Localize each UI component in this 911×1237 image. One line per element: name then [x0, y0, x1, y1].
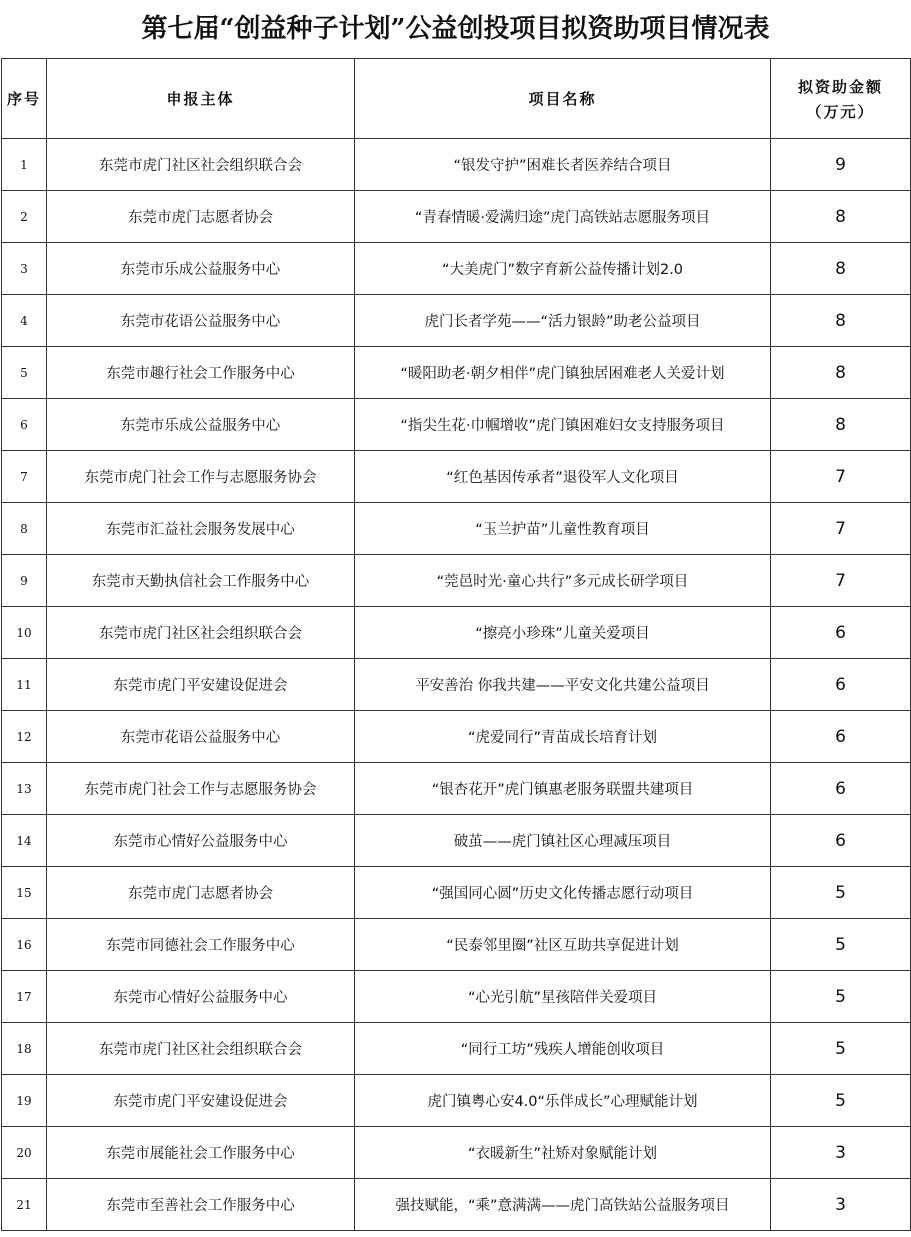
row-applicant: 东莞市虎门社区社会组织联合会: [47, 607, 355, 659]
row-amount: 5: [771, 919, 911, 971]
row-project: 平安善治 你我共建——平安文化共建公益项目: [355, 659, 771, 711]
row-project: “红色基因传承者”退役军人文化项目: [355, 451, 771, 503]
row-index: 5: [2, 347, 47, 399]
header-amount: [771, 59, 911, 139]
row-amount: 6: [771, 607, 911, 659]
table-row: [2, 243, 911, 295]
row-amount: 5: [771, 971, 911, 1023]
row-index: 15: [2, 867, 47, 919]
table-row: [2, 607, 911, 659]
row-amount: 8: [771, 295, 911, 347]
table-row: [2, 555, 911, 607]
row-applicant: 东莞市趣行社会工作服务中心: [47, 347, 355, 399]
row-index: 20: [2, 1127, 47, 1179]
row-amount: 6: [771, 659, 911, 711]
row-index: 11: [2, 659, 47, 711]
table-row: [2, 815, 911, 867]
table-row: [2, 1127, 911, 1179]
row-applicant: 东莞市虎门志愿者协会: [47, 867, 355, 919]
row-amount: 7: [771, 555, 911, 607]
row-project: “同行工坊”残疾人增能创收项目: [355, 1023, 771, 1075]
header-index: 序号: [2, 59, 47, 139]
row-project: 虎门长者学苑——“活力银龄”助老公益项目: [355, 295, 771, 347]
row-index: 18: [2, 1023, 47, 1075]
header-amount-line2: （万元）: [806, 102, 875, 121]
header-applicant: 申报主体: [47, 59, 355, 139]
table-row: [2, 347, 911, 399]
table-row: [2, 763, 911, 815]
row-project: “大美虎门”数字育新公益传播计划2.0: [355, 243, 771, 295]
row-project: “强国同心圆”历史文化传播志愿行动项目: [355, 867, 771, 919]
funding-table: [1, 58, 911, 1231]
table-row: [2, 295, 911, 347]
row-project: “青春情暖·爱满归途”虎门高铁站志愿服务项目: [355, 191, 771, 243]
row-amount: 6: [771, 763, 911, 815]
row-project: “银杏花开”虎门镇惠老服务联盟共建项目: [355, 763, 771, 815]
row-applicant: 东莞市虎门社会工作与志愿服务协会: [47, 451, 355, 503]
row-index: 4: [2, 295, 47, 347]
row-index: 16: [2, 919, 47, 971]
row-index: 6: [2, 399, 47, 451]
row-applicant: 东莞市展能社会工作服务中心: [47, 1127, 355, 1179]
row-amount: 6: [771, 711, 911, 763]
row-amount: 7: [771, 451, 911, 503]
row-applicant: 东莞市虎门社区社会组织联合会: [47, 139, 355, 191]
row-applicant: 东莞市汇益社会服务发展中心: [47, 503, 355, 555]
header-amount-line1: 拟资助金额: [797, 77, 883, 96]
row-amount: 5: [771, 1023, 911, 1075]
row-amount: 6: [771, 815, 911, 867]
row-index: 3: [2, 243, 47, 295]
row-index: 1: [2, 139, 47, 191]
row-applicant: 东莞市天勤执信社会工作服务中心: [47, 555, 355, 607]
table-row: [2, 399, 911, 451]
row-applicant: 东莞市花语公益服务中心: [47, 711, 355, 763]
row-applicant: 东莞市至善社会工作服务中心: [47, 1179, 355, 1231]
row-project: “心光引航”星孩陪伴关爱项目: [355, 971, 771, 1023]
table-row: [2, 139, 911, 191]
table-row: [2, 971, 911, 1023]
row-amount: 8: [771, 399, 911, 451]
row-index: 12: [2, 711, 47, 763]
table-row: [2, 451, 911, 503]
row-index: 8: [2, 503, 47, 555]
row-applicant: 东莞市心情好公益服务中心: [47, 815, 355, 867]
row-applicant: 东莞市心情好公益服务中心: [47, 971, 355, 1023]
row-amount: 7: [771, 503, 911, 555]
row-project: “玉兰护苗”儿童性教育项目: [355, 503, 771, 555]
row-amount: 3: [771, 1127, 911, 1179]
row-applicant: 东莞市虎门社区社会组织联合会: [47, 1023, 355, 1075]
row-amount: 5: [771, 1075, 911, 1127]
table-row: [2, 711, 911, 763]
row-index: 13: [2, 763, 47, 815]
row-index: 9: [2, 555, 47, 607]
row-amount: 8: [771, 191, 911, 243]
row-amount: 8: [771, 243, 911, 295]
table-row: [2, 659, 911, 711]
row-index: 17: [2, 971, 47, 1023]
page-title: 第七届“创益种子计划”公益创投项目拟资助项目情况表: [141, 14, 770, 44]
table-row: [2, 1179, 911, 1231]
row-project: “莞邑时光·童心共行”多元成长研学项目: [355, 555, 771, 607]
row-amount: 8: [771, 347, 911, 399]
row-applicant: 东莞市同德社会工作服务中心: [47, 919, 355, 971]
row-index: 21: [2, 1179, 47, 1231]
row-project: “擦亮小珍珠”儿童关爱项目: [355, 607, 771, 659]
header-project: 项目名称: [355, 59, 771, 139]
table-row: [2, 1075, 911, 1127]
row-index: 10: [2, 607, 47, 659]
row-applicant: 东莞市虎门平安建设促进会: [47, 659, 355, 711]
row-index: 7: [2, 451, 47, 503]
row-project: “民泰邻里圈”社区互助共享促进计划: [355, 919, 771, 971]
row-project: 强技赋能，“乘”意满满——虎门高铁站公益服务项目: [355, 1179, 771, 1231]
row-applicant: 东莞市乐成公益服务中心: [47, 243, 355, 295]
row-index: 14: [2, 815, 47, 867]
row-project: “银发守护”困难长者医养结合项目: [355, 139, 771, 191]
row-project: “暖阳助老·朝夕相伴”虎门镇独居困难老人关爱计划: [355, 347, 771, 399]
row-project: “衣暖新生”社矫对象赋能计划: [355, 1127, 771, 1179]
table-row: [2, 1023, 911, 1075]
row-project: “虎爱同行”青苗成长培育计划: [355, 711, 771, 763]
row-applicant: 东莞市乐成公益服务中心: [47, 399, 355, 451]
row-index: 2: [2, 191, 47, 243]
row-applicant: 东莞市虎门社会工作与志愿服务协会: [47, 763, 355, 815]
row-project: “指尖生花·巾帼增收”虎门镇困难妇女支持服务项目: [355, 399, 771, 451]
row-project: 破茧——虎门镇社区心理减压项目: [355, 815, 771, 867]
table-row: [2, 503, 911, 555]
row-index: 19: [2, 1075, 47, 1127]
table-row: [2, 867, 911, 919]
row-applicant: 东莞市虎门平安建设促进会: [47, 1075, 355, 1127]
row-project: 虎门镇粤心安4.0“乐伴成长”心理赋能计划: [355, 1075, 771, 1127]
row-amount: 9: [771, 139, 911, 191]
table-header-row: [2, 59, 911, 139]
row-amount: 3: [771, 1179, 911, 1231]
row-amount: 5: [771, 867, 911, 919]
table-row: [2, 191, 911, 243]
row-applicant: 东莞市花语公益服务中心: [47, 295, 355, 347]
table-row: [2, 919, 911, 971]
row-applicant: 东莞市虎门志愿者协会: [47, 191, 355, 243]
